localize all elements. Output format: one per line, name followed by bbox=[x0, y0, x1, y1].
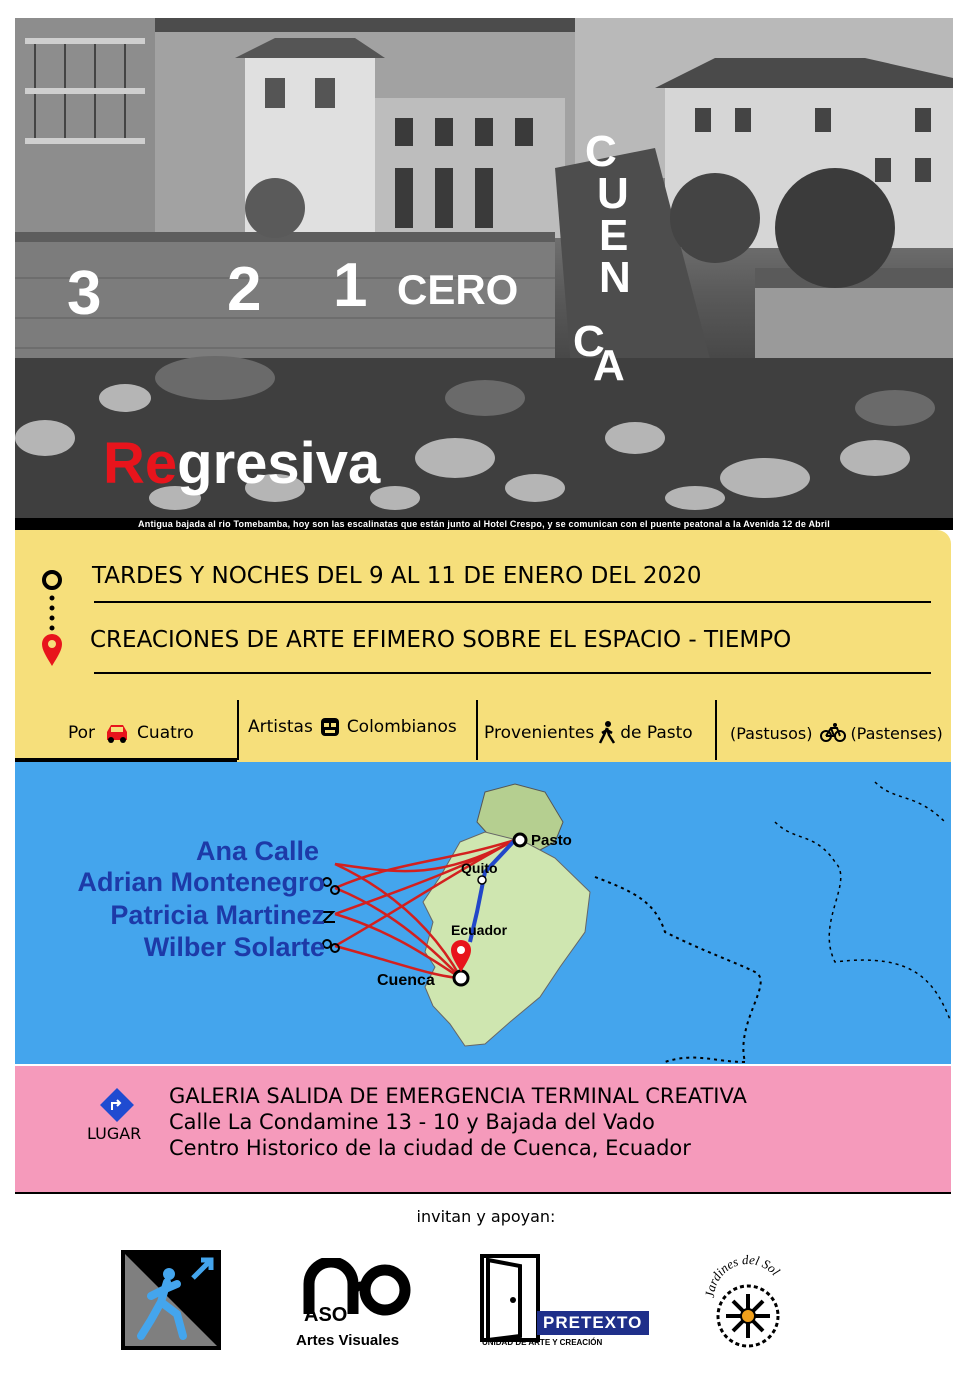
tab-por-label: Por bbox=[68, 723, 96, 743]
pretexto-subtitle: UNIDAD DE ARTE Y CREACIÓN bbox=[482, 1338, 603, 1347]
tab-separator bbox=[715, 700, 717, 760]
jardines-logo-text: Jardines del Sol bbox=[701, 1254, 784, 1299]
map-label-quito: Quito bbox=[461, 860, 498, 876]
aso-logo-text: ASO bbox=[304, 1304, 348, 1326]
venue-name: GALERIA SALIDA DE EMERGENCIA TERMINAL CREATIVA bbox=[169, 1084, 747, 1108]
route-icon bbox=[36, 566, 68, 676]
tab-separator bbox=[476, 700, 478, 760]
tab-artistas-colombianos[interactable] bbox=[248, 700, 457, 754]
tab-cuatro-label: Cuatro bbox=[137, 723, 194, 743]
cuenca-letter-e: E bbox=[599, 211, 629, 260]
venue-label: LUGAR bbox=[87, 1124, 142, 1143]
artist-name-3: Patricia Martinez bbox=[110, 900, 325, 930]
tab-por-cuatro[interactable] bbox=[68, 706, 194, 760]
door-icon bbox=[480, 1254, 540, 1342]
tab-de-pasto-label: de Pasto bbox=[620, 723, 693, 743]
tab-separator bbox=[237, 700, 239, 760]
cuenca-letter-c: C bbox=[585, 127, 617, 176]
emergency-exit-logo bbox=[121, 1250, 221, 1350]
aso-logo-subtitle: Artes Visuales bbox=[296, 1332, 400, 1349]
event-subtitle: CREACIONES DE ARTE EFIMERO SOBRE EL ESPACIO - TIEMPO bbox=[90, 627, 792, 653]
cuenca-letter-c2: C bbox=[573, 317, 605, 366]
map-panel bbox=[15, 762, 951, 1064]
event-dates: TARDES Y NOCHES DEL 9 AL 11 DE ENERO DEL 2020 bbox=[92, 563, 702, 589]
hero-photo bbox=[15, 18, 953, 518]
map-label-cuenca: Cuenca bbox=[377, 972, 435, 989]
sponsors-heading: invitan y apoyan: bbox=[416, 1207, 556, 1226]
cuenca-letter-u: U bbox=[597, 169, 629, 218]
countdown-2: 2 bbox=[227, 255, 262, 324]
photo-caption: Antigua bajada al rio Tomebamba, hoy son las escalinatas que están junto al Hotel Crespo, y se comunican con el puente peatonal a la Avenida 12 de Abril bbox=[15, 518, 953, 530]
walking-icon bbox=[598, 721, 616, 745]
artist-name-4: Wilber Solarte bbox=[143, 932, 325, 962]
venue-city: Centro Historico de la ciudad de Cuenca, Ecuador bbox=[169, 1136, 691, 1160]
map-label-pasto: Pasto bbox=[531, 832, 572, 849]
tab-colombianos-label: Colombianos bbox=[346, 717, 457, 737]
artist-face-icon bbox=[319, 716, 341, 738]
countdown-1: 1 bbox=[333, 251, 368, 320]
map-label-ecuador: Ecuador bbox=[451, 922, 508, 938]
pretexto-badge bbox=[537, 1311, 649, 1335]
tab-pastenses-label: (Pastenses) bbox=[850, 723, 943, 743]
tab-provenientes-pasto[interactable] bbox=[484, 706, 693, 760]
tab-pastusos-label: (Pastusos) bbox=[730, 723, 813, 743]
countdown-3: 3 bbox=[67, 259, 102, 328]
regresiva-title bbox=[103, 430, 380, 497]
venue-bottom-border bbox=[15, 1192, 951, 1194]
bicycle-icon bbox=[820, 723, 846, 743]
tab-pastusos-pastenses[interactable] bbox=[730, 706, 943, 760]
regresiva-rest: gresiva bbox=[177, 431, 381, 496]
cero-text: CERO bbox=[397, 266, 519, 313]
tab-artistas-label: Artistas bbox=[248, 717, 313, 737]
artist-name-1: Ana Calle bbox=[195, 836, 319, 866]
pretexto-text: PRETEXTO bbox=[543, 1313, 643, 1332]
car-icon bbox=[103, 722, 131, 744]
tab-provenientes-label: Provenientes bbox=[484, 723, 595, 743]
divider-1 bbox=[94, 601, 931, 603]
artist-name-2: Adrian Montenegro bbox=[77, 867, 325, 897]
jardines-del-sol-logo bbox=[696, 1254, 800, 1358]
divider-2 bbox=[94, 672, 931, 674]
regresiva-prefix: Re bbox=[103, 431, 178, 496]
cuenca-letter-n: N bbox=[599, 253, 631, 302]
venue-street: Calle La Condamine 13 - 10 y Bajada del Vado bbox=[169, 1110, 655, 1134]
svg-text:Jardines del Sol bbox=[702, 1254, 784, 1298]
direction-sign-icon bbox=[100, 1088, 134, 1122]
cuenca-letter-a: A bbox=[593, 341, 625, 390]
